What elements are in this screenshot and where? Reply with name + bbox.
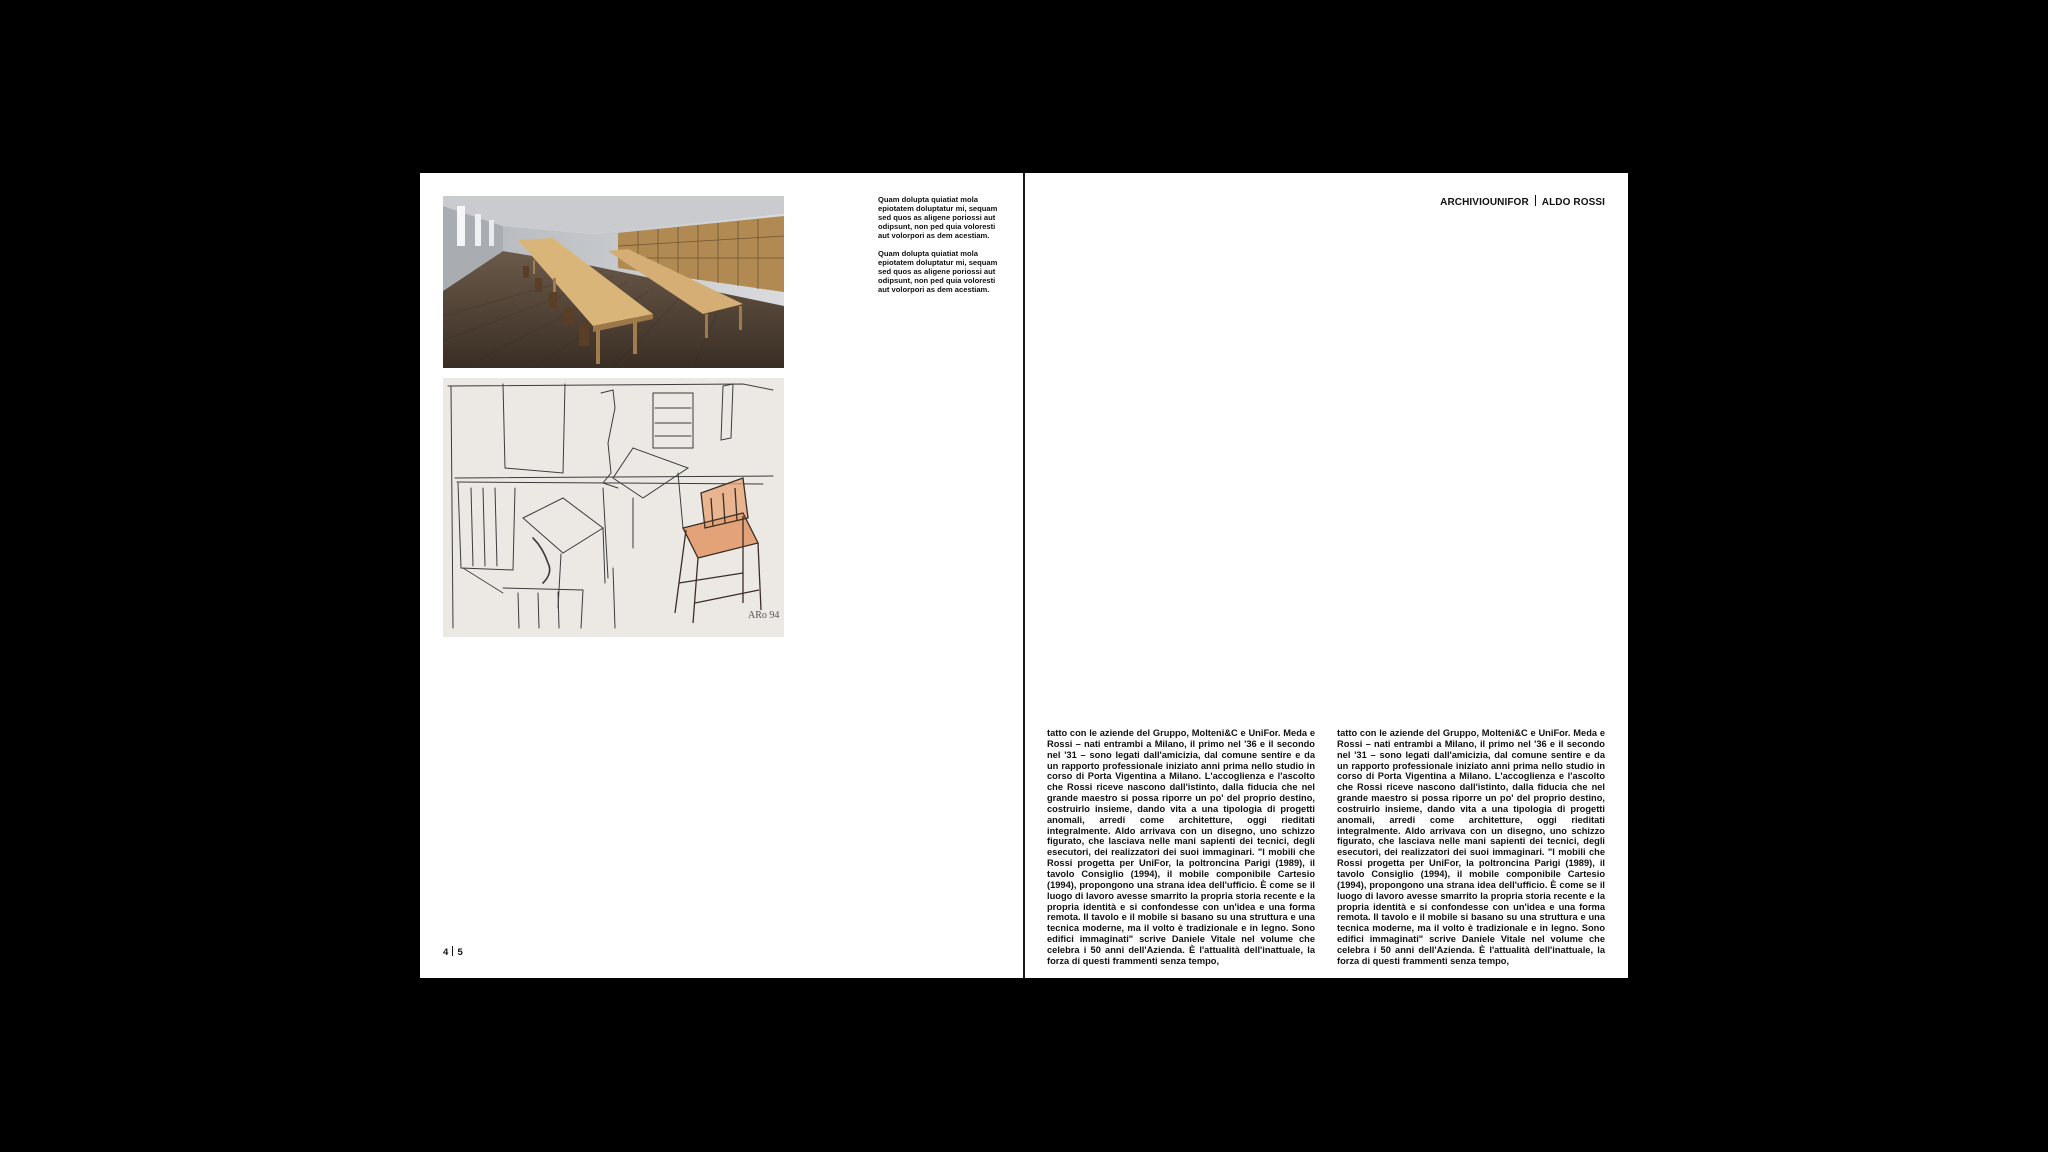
archive-room-photo: [443, 196, 784, 368]
running-head-divider: [1535, 195, 1536, 206]
page-folio: [443, 946, 463, 958]
caption-paragraph-1: Quam dolupta quiatiat mola epiotatem doluptatur mi, sequam sed quos as aligene poriossi aut odipsunt, non ped quia voloresti aut volorpori as dem acestiam.: [878, 195, 998, 240]
folio-left-number: 4: [443, 947, 449, 958]
body-text-2: tatto con le aziende del Gruppo, Molteni&C e UniFor. Meda e Rossi – nati entrambi a Milano, il primo nel '36 e il secondo nel '31 – sono legati dall'amicizia, dal comune sentire e da un rapporto professionale iniziato anni prima nello studio in corso di Porta Vigentina a Milano. L'accoglienza e l'ascolto che Rossi riceve nascono dall'istinto, dalla fiducia che nel grande maestro si possa riporre un po' del proprio destino, costruirlo insieme, dando vita a una tipologia di progetti anomali, arredi come architetture, oggi rieditati integralmente. Aldo arrivava con un disegno, uno schizzo figurato, che lasciava nelle mani sapienti dei tecnici, degli esecutori, dei realizzatori dei suoi immaginari. "I mobili che Rossi progetta per UniFor, la poltroncina Parigi (1989), il tavolo Consiglio (1994), il mobile componibile Cartesio (1994), propongono una strana idea dell'ufficio. È come se il luogo di lavoro avesse smarrito la propria storia recente e la propria identità e si confondesse con un'idea e una forma remota. Il tavolo e il mobile si basano su una struttura e una tecnica moderne, ma il volto è tradizionale e in legno. Sono edifici immaginati" scrive Daniele Vitale nel volume che celebra i 50 anni dell'Azienda. È l'attualità dell'inattuale, la forza di questi frammenti senza tempo,: [1337, 728, 1605, 966]
running-head-section: ARCHIVIOUNIFOR: [1440, 197, 1529, 208]
left-page: [420, 173, 1023, 978]
sketch-signature: ARo 94: [748, 610, 780, 621]
folio-right-number: 5: [457, 947, 463, 958]
right-page: [1025, 173, 1628, 978]
body-column-2: [1337, 728, 1605, 967]
image-caption: [878, 195, 1006, 303]
chair-sketch: [443, 378, 784, 637]
running-head-subject: ALDO ROSSI: [1541, 197, 1605, 208]
body-column-1: [1047, 728, 1315, 967]
running-head: [1440, 195, 1605, 208]
folio-divider: [452, 946, 453, 956]
caption-paragraph-2: Quam dolupta quiatiat mola epiotatem doluptatur mi, sequam sed quos as aligene poriossi aut odipsunt, non ped quia voloresti aut volorpori as dem acestiam.: [878, 249, 998, 294]
body-text-1: tatto con le aziende del Gruppo, Molteni&C e UniFor. Meda e Rossi – nati entrambi a Milano, il primo nel '36 e il secondo nel '31 – sono legati dall'amicizia, dal comune sentire e da un rapporto professionale iniziato anni prima nello studio in corso di Porta Vigentina a Milano. L'accoglienza e l'ascolto che Rossi riceve nascono dall'istinto, dalla fiducia che nel grande maestro si possa riporre un po' del proprio destino, costruirlo insieme, dando vita a una tipologia di progetti anomali, arredi come architetture, oggi rieditati integralmente. Aldo arrivava con un disegno, uno schizzo figurato, che lasciava nelle mani sapienti dei tecnici, degli esecutori, dei realizzatori dei suoi immaginari. "I mobili che Rossi progetta per UniFor, la poltroncina Parigi (1989), il tavolo Consiglio (1994), il mobile componibile Cartesio (1994), propongono una strana idea dell'ufficio. È come se il luogo di lavoro avesse smarrito la propria storia recente e la propria identità e si confondesse con un'idea e una forma remota. Il tavolo e il mobile si basano su una struttura e una tecnica moderne, ma il volto è tradizionale e in legno. Sono edifici immaginati" scrive Daniele Vitale nel volume che celebra i 50 anni dell'Azienda. È l'attualità dell'inattuale, la forza di questi frammenti senza tempo,: [1047, 728, 1315, 966]
